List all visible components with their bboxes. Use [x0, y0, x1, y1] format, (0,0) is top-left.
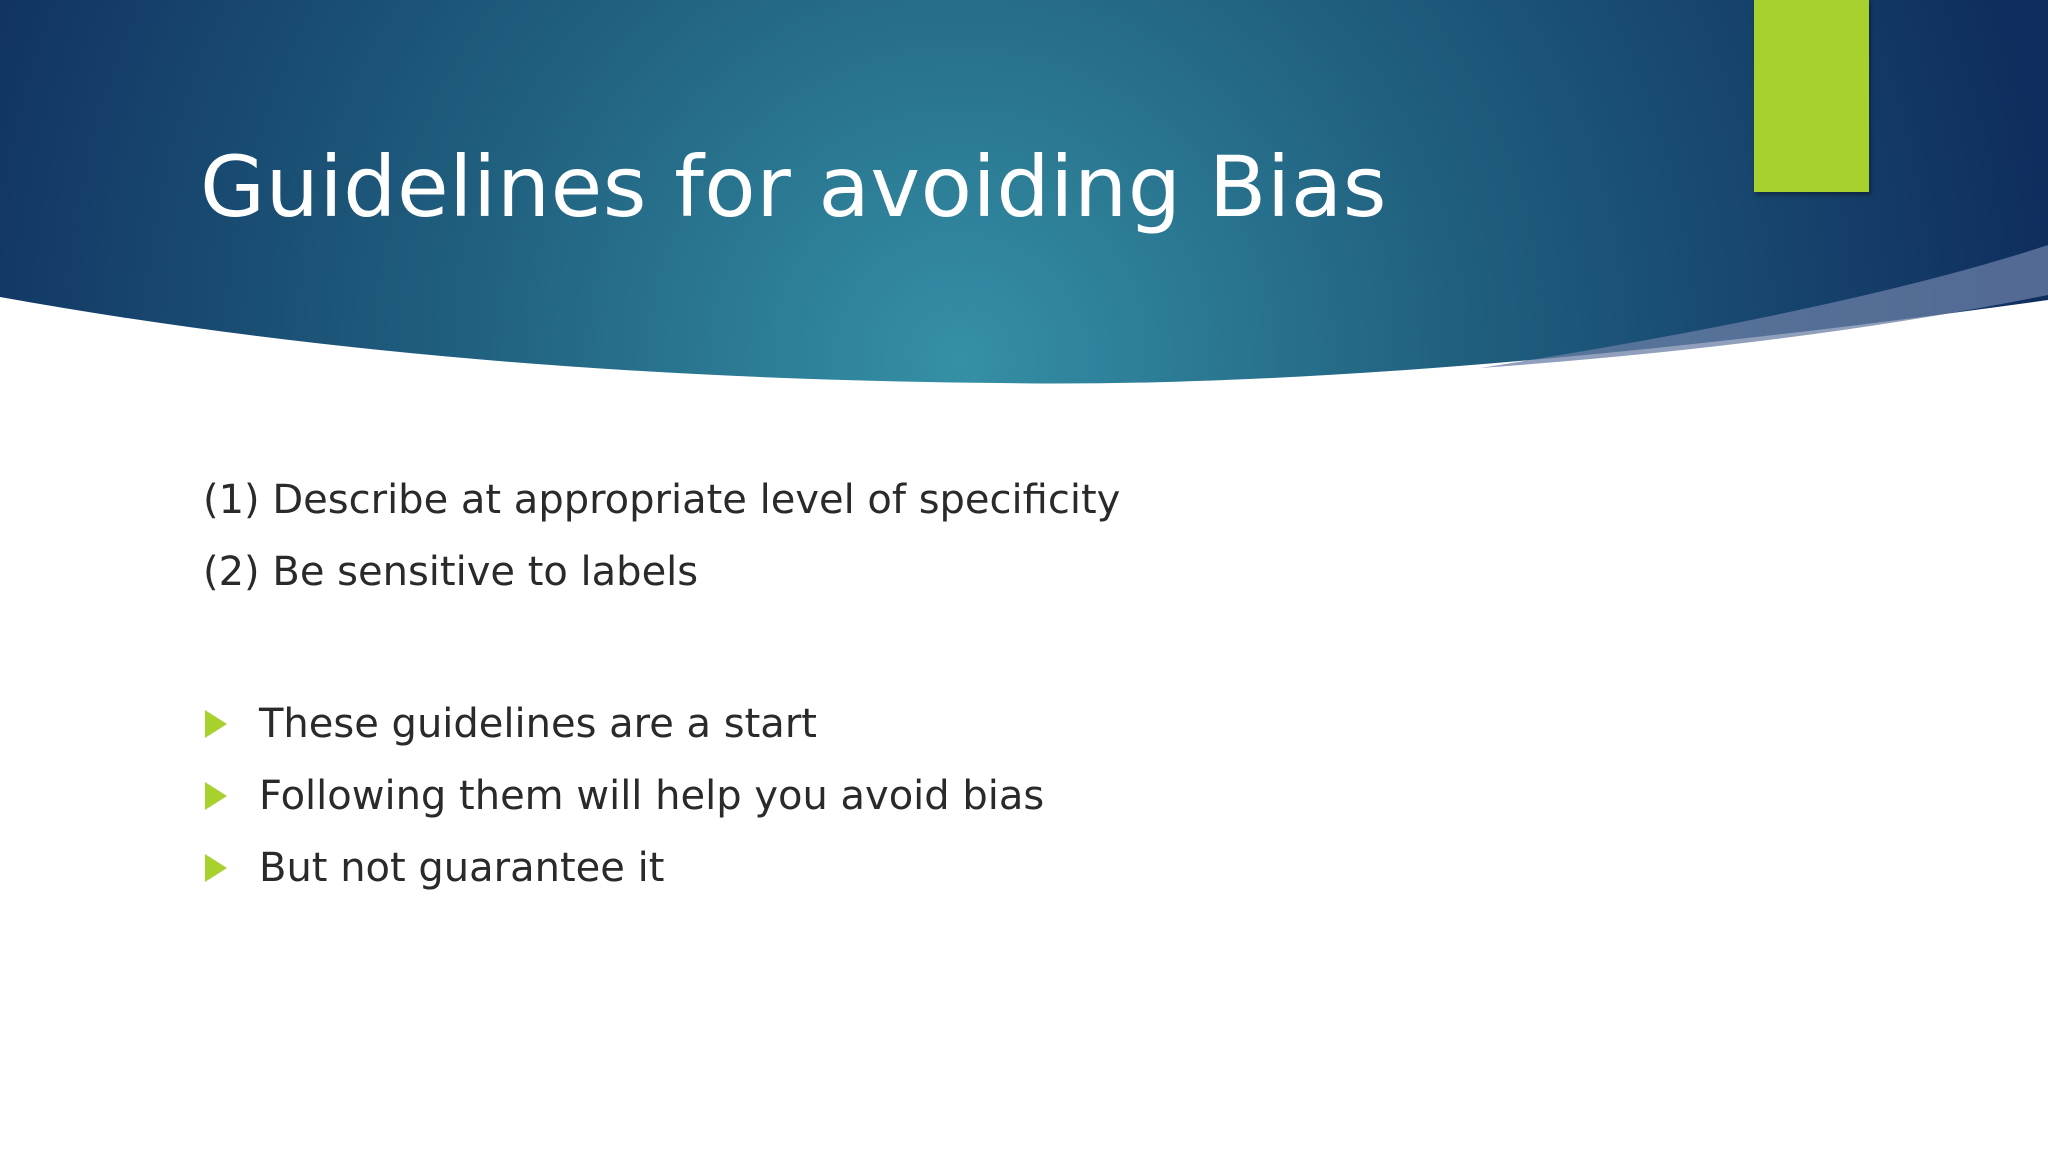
numbered-list — [203, 470, 1120, 614]
bullet-text: Following them will help you avoid bias — [259, 773, 1045, 819]
bullet-item — [203, 832, 1044, 904]
numbered-item: (1) Describe at appropriate level of specificity — [203, 477, 1121, 523]
numbered-item: (2) Be sensitive to labels — [203, 549, 699, 595]
slide-title: Guidelines for avoiding Bias — [200, 138, 1387, 236]
triangle-right-icon — [203, 708, 229, 740]
triangle-right-icon — [203, 780, 229, 812]
bullet-item — [203, 688, 1044, 760]
triangle-right-icon — [203, 852, 229, 884]
accent-bar — [1754, 0, 1869, 192]
bullet-text: These guidelines are a start — [259, 701, 817, 747]
bullet-list — [203, 688, 1044, 904]
bullet-item — [203, 760, 1044, 832]
bullet-text: But not guarantee it — [259, 845, 665, 891]
